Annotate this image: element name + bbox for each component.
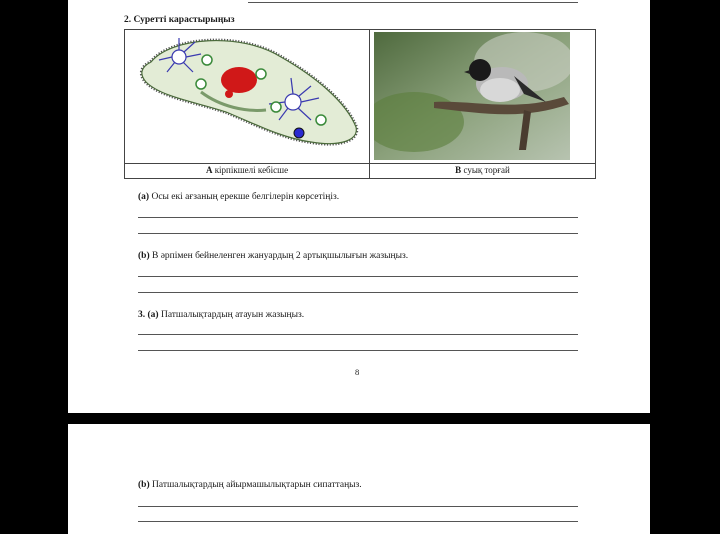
answer-line[interactable] (138, 350, 578, 351)
question-2b: (b) В әрпімен бейнеленген жануардың 2 артықшылығын жазыңыз. (138, 251, 409, 261)
caption-b: B суық торғай (455, 165, 510, 175)
top-answer-line (248, 2, 578, 3)
answer-line[interactable] (138, 217, 578, 218)
worksheet-page-8 (68, 0, 650, 413)
answer-line[interactable] (138, 506, 578, 507)
paramecium-illustration (131, 32, 365, 160)
answer-line[interactable] (138, 292, 578, 293)
question-3a: 3. (a) Патшалықтардың атауын жазыңыз. (138, 310, 305, 320)
bullfinch-photo (374, 32, 570, 160)
answer-line[interactable] (138, 276, 578, 277)
question-2-heading: 2. Суретті карастырыңыз (124, 15, 235, 25)
question-2a: (a) Осы екі ағзаның ерекше белгілерін көрсетіңіз. (138, 192, 340, 202)
question-3b: (b) Патшалықтардың айырмашылықтарын сипаттаңыз. (138, 480, 362, 490)
caption-a: А кірпікшелі кебісше (205, 165, 289, 175)
figure-table (124, 29, 596, 179)
worksheet-page-9 (68, 424, 650, 534)
answer-line[interactable] (138, 233, 578, 234)
page-number: 8 (355, 367, 360, 377)
answer-line[interactable] (138, 334, 578, 335)
answer-line[interactable] (138, 521, 578, 522)
